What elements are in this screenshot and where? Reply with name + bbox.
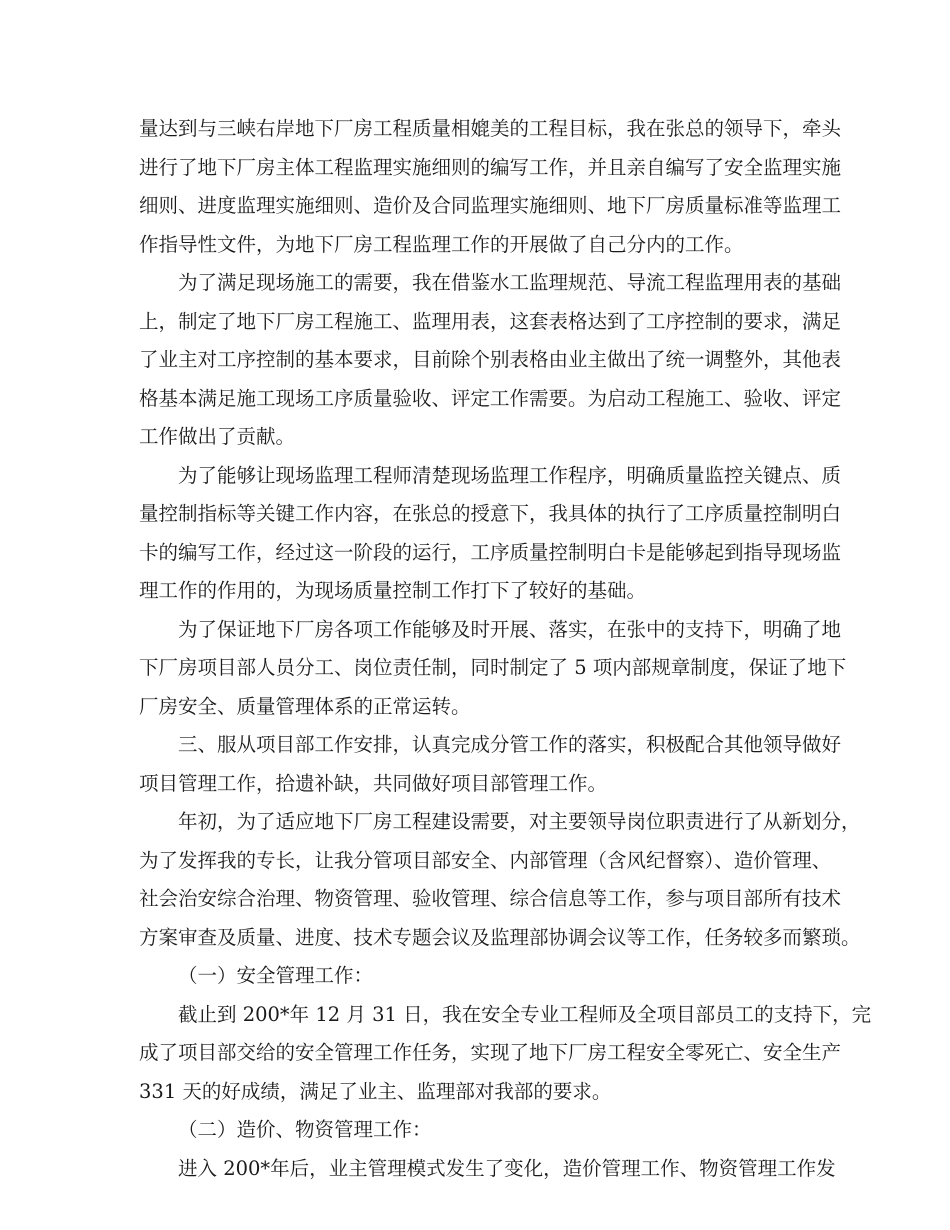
text-line: 下厂房项目部人员分工、岗位责任制，同时制定了 5 项内部规章制度，保证了地下: [139, 656, 847, 679]
text-line: 项目管理工作，拾遗补缺，共同做好项目部管理工作。: [139, 771, 608, 795]
paragraph-first-line: 截止到 200*年 12 月 31 日，我在安全专业工程师及全项目部员工的支持下，完: [178, 1002, 872, 1026]
text-line: 量控制指标等关键工作内容，在张总的授意下，我具体的执行了工序质量控制明白: [139, 502, 842, 525]
text-line: 社会治安综合治理、物资管理、验收管理、综合信息等工作，参与项目部所有技术: [139, 887, 842, 910]
text-line: 了业主对工序控制的基本要求，目前除个别表格由业主做出了统一调整外，其他表: [139, 348, 842, 371]
text-line: 上，制定了地下厂房工程施工、监理用表，这套表格达到了工序控制的要求，满足: [139, 309, 842, 333]
text-line: 卡的编写工作，经过这一阶段的运行，工序质量控制明白卡是能够起到指导现场监: [139, 540, 842, 564]
text-line: 工作做出了贡献。: [139, 425, 296, 448]
text-line: 进行了地下厂房主体工程监理实施细则的编写工作，并且亲自编写了安全监理实施: [139, 155, 842, 179]
paragraph-first-line: 年初，为了适应地下厂房工程建设需要，对主要领导岗位职责进行了从新划分，: [178, 810, 861, 833]
text-line: 331 天的好成绩，满足了业主、监理部对我部的要求。: [139, 1079, 612, 1103]
paragraph-first-line: 为了满足现场施工的需要，我在借鉴水工监理规范、导流工程监理用表的基础: [178, 271, 842, 294]
subsection-heading: （一）安全管理工作：: [178, 964, 374, 987]
text-line: 作指导性文件，为地下厂房工程监理工作的开展做了自己分内的工作。: [139, 232, 744, 256]
paragraph-first-line: 进入 200*年后，业主管理模式发生了变化，造价管理工作、物资管理工作发: [178, 1156, 836, 1180]
text-line: 量达到与三峡右岸地下厂房工程质量相媲美的工程目标，我在张总的领导下，牵头: [139, 117, 842, 140]
text-line: 细则、进度监理实施细则、造价及合同监理实施细则、地下厂房质量标准等监理工: [139, 194, 842, 217]
text-line: 格基本满足施工现场工序质量验收、评定工作需要。为启动工程施工、验收、评定: [139, 386, 842, 410]
paragraph-first-line: 为了能够让现场监理工程师清楚现场监理工作程序，明确质量监控关键点、质: [178, 463, 842, 487]
section-heading: 三、服从项目部工作安排，认真完成分管工作的落实，积极配合其他领导做好: [178, 733, 842, 756]
text-line: 理工作的作用的，为现场质量控制工作打下了较好的基础。: [139, 579, 647, 602]
text-line: 方案审查及质量、进度、技术专题会议及监理部协调会议等工作，任务较多而繁琐。: [139, 925, 861, 949]
subsection-heading: （二）造价、物资管理工作：: [178, 1118, 432, 1141]
document-body: [139, 110, 872, 1188]
text-line: 成了项目部交给的安全管理工作任务，实现了地下厂房工程安全零死亡、安全生产: [139, 1041, 842, 1064]
text-line: 厂房安全、质量管理体系的正常运转。: [139, 694, 471, 718]
text-line: 为了发挥我的专长，让我分管项目部安全、内部管理（含风纪督察）、造价管理、: [139, 848, 832, 872]
paragraph-first-line: 为了保证地下厂房各项工作能够及时开展、落实，在张中的支持下，明确了地: [178, 617, 842, 641]
